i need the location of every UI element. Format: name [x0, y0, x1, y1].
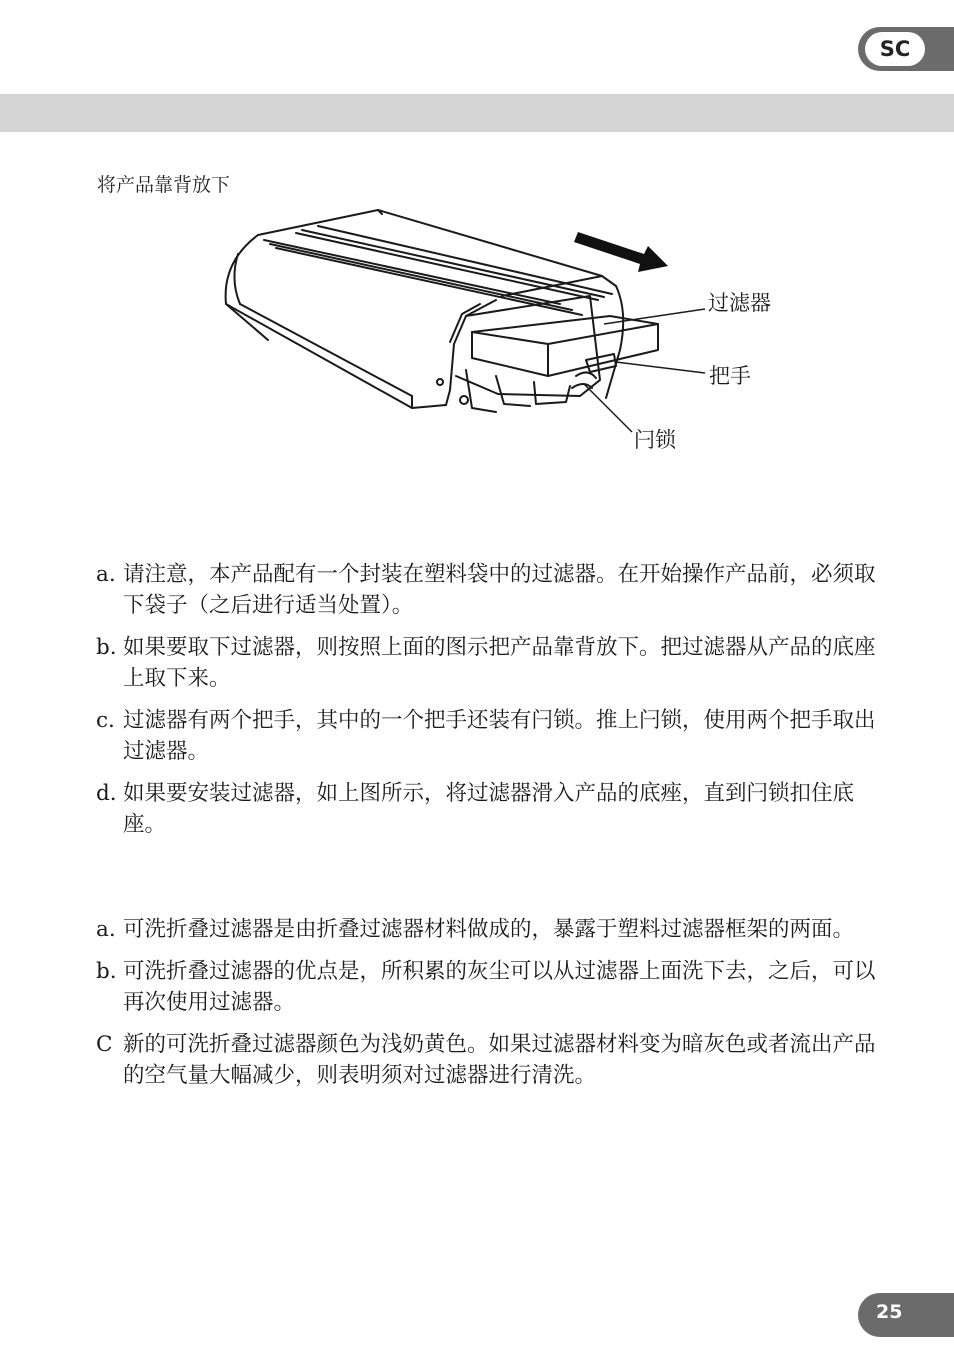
item-text: 如果要安装过滤器，如上图所示，将过滤器滑入产品的底痤，直到闩锁扣住底座。 — [123, 781, 855, 837]
list-item — [96, 914, 876, 945]
product-drawing — [200, 200, 820, 470]
page-number-tab — [858, 1293, 954, 1337]
language-tab — [858, 27, 954, 71]
item-text: 可洗折叠过滤器是由折叠过滤器材料做成的，暴露于塑料过滤器框架的两面。 — [123, 917, 855, 942]
callout-handle: 把手 — [709, 364, 751, 388]
list-item — [96, 956, 876, 1018]
intro-text: 将产品靠背放下 — [97, 174, 231, 196]
item-text: 如果要取下过滤器，则按照上面的图示把产品靠背放下。把过滤器从产品的底座上取下来。 — [123, 635, 876, 691]
product-illustration — [200, 200, 820, 470]
filter-removal-instructions — [96, 559, 876, 851]
list-item — [96, 1029, 876, 1091]
header-band — [0, 94, 954, 132]
item-marker: b. — [96, 635, 117, 660]
list-item — [96, 778, 876, 840]
item-marker: c. — [96, 708, 115, 733]
item-marker: b. — [96, 959, 117, 984]
item-marker: a. — [96, 917, 116, 942]
language-code: SC — [865, 32, 925, 66]
list-item — [96, 632, 876, 694]
direction-arrow-icon — [574, 232, 668, 272]
callout-filter: 过滤器 — [708, 291, 771, 315]
item-text: 请注意，本产品配有一个封装在塑料袋中的过滤器。在开始操作产品前，必须取下袋子（之后进行适当处置）。 — [123, 562, 876, 618]
item-text: 过滤器有两个把手，其中的一个把手还装有闩锁。推上闩锁，使用两个把手取出过滤器。 — [123, 708, 876, 764]
item-marker: C — [96, 1032, 113, 1057]
callout-latch: 闩锁 — [634, 428, 676, 452]
item-text: 可洗折叠过滤器的优点是，所积累的灰尘可以从过滤器上面洗下去，之后，可以再次使用过滤器。 — [123, 959, 876, 1015]
item-marker: a. — [96, 562, 116, 587]
list-item — [96, 559, 876, 621]
list-item — [96, 705, 876, 767]
washable-filter-notes — [96, 914, 876, 1102]
page-number: 25 — [876, 1301, 903, 1323]
item-marker: d. — [96, 781, 117, 806]
item-text: 新的可洗折叠过滤器颜色为浅奶黄色。如果过滤器材料变为暗灰色或者流出产品的空气量大幅减少，则表明须对过滤器进行清洗。 — [123, 1032, 876, 1088]
